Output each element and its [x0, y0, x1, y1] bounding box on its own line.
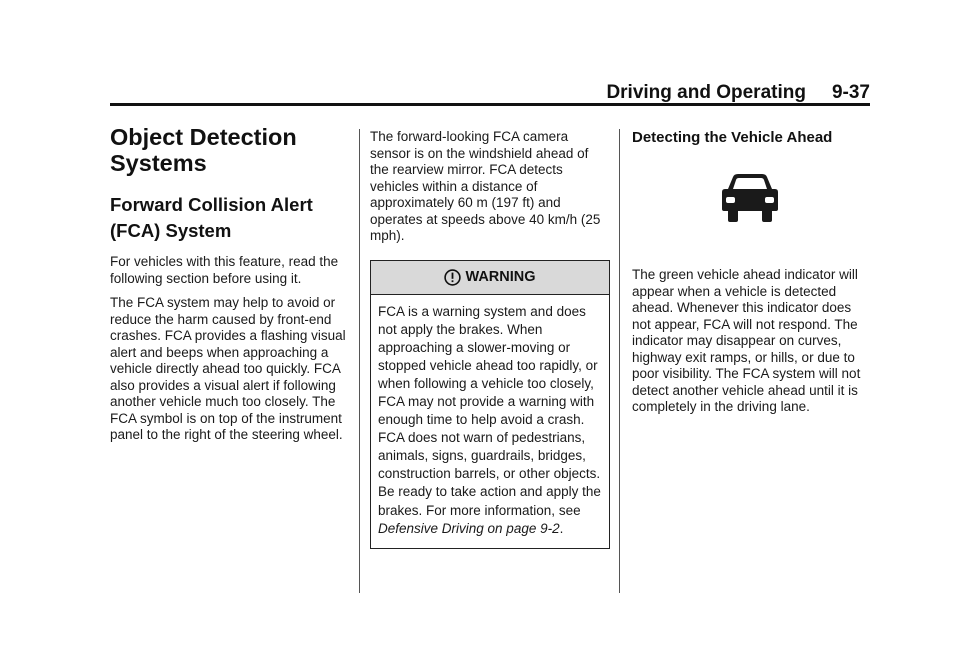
indicator-description-paragraph: The green vehicle ahead indicator will appear when a vehicle is detected ahead. Whenever this indicator does not appear, FCA will not respond. The indicator may disappear on curves, highway exit ramps, or hills, or due to poor visibility. The FCA system will not detect another vehicle ahead until it is completely in the driving lane.: [632, 267, 861, 414]
page-title: Object Detection Systems: [110, 124, 297, 176]
warning-text-paragraph: [378, 303, 603, 538]
column-1: [110, 124, 350, 444]
page-header: [110, 82, 870, 104]
section-title-fca: Forward Collision Alert (FCA) System: [110, 194, 313, 241]
camera-sensor-paragraph: The forward-looking FCA camera sensor is on the windshield ahead of the rearview mirror. FCA detects vehicles within a distance of approximately 60 m (197 ft) and operates at speeds above 40 km/h (25 mph).: [370, 129, 601, 243]
warning-icon: [444, 269, 461, 286]
defensive-driving-link[interactable]: Defensive Driving on page 9-2: [378, 520, 560, 536]
header-page-number: 9-37: [831, 82, 870, 103]
warning-text: FCA is a warning system and does not apply the brakes. When approaching a slower-moving or stopped vehicle ahead too rapidly, or when following a vehicle too closely, FCA may not provide a warning with enough time to help avoid a crash. FCA does not warn of pedestrians, animals, signs, guardrails, bridges, construction barrels, or other objects. Be ready to take action and apply the brakes. For more information, see: [378, 303, 601, 518]
section-title-detecting: Detecting the Vehicle Ahead: [632, 129, 833, 146]
vehicle-ahead-indicator: [632, 147, 870, 267]
intro-paragraph: For vehicles with this feature, read the following section before using it.: [110, 254, 339, 286]
column-3: [632, 124, 870, 416]
header-section-title: Driving and Operating: [606, 82, 806, 103]
warning-label: WARNING: [465, 269, 536, 285]
header-rule: [110, 103, 870, 106]
column-2: [370, 129, 610, 549]
warning-period: .: [559, 520, 564, 536]
warning-box: [370, 260, 610, 549]
vehicle-ahead-icon: [720, 173, 780, 223]
warning-header: [371, 261, 609, 295]
column-divider-1: [359, 129, 360, 593]
warning-body: [371, 295, 609, 548]
column-divider-2: [619, 129, 620, 593]
fca-description-paragraph: The FCA system may help to avoid or reduce the harm caused by front-end crashes. FCA provides a flashing visual alert and beeps when approaching a vehicle directly ahead too quickly. FCA also provides a visual alert if following another vehicle much too closely. The FCA symbol is on top of the instrument panel to the right of the steering wheel.: [110, 295, 346, 442]
